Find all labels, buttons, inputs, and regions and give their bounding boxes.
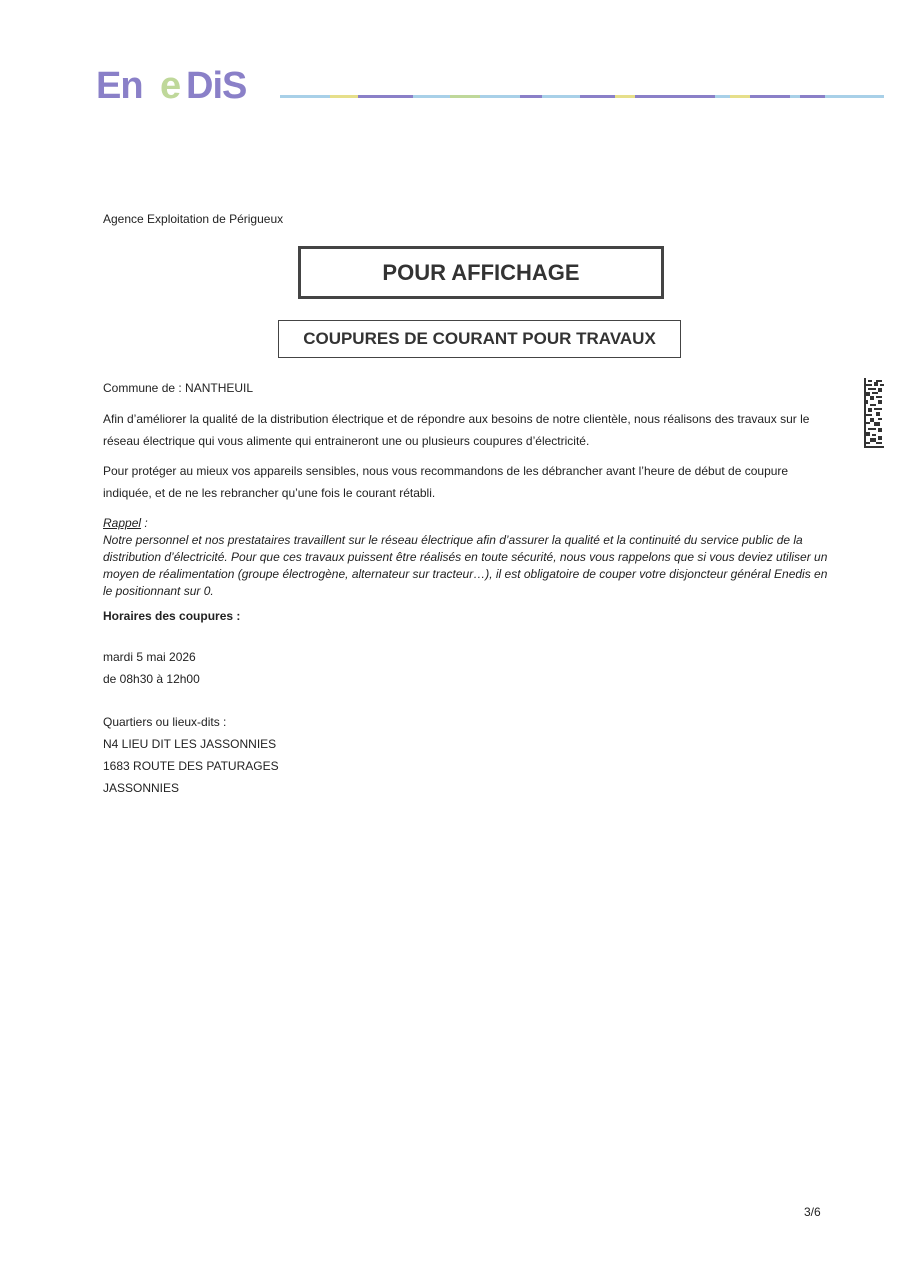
title-box: POUR AFFICHAGE: [298, 246, 664, 299]
datamatrix-code: [864, 378, 884, 448]
lieu-item: JASSONNIES: [103, 781, 180, 795]
recommendation-paragraph: Pour protéger au mieux vos appareils sensibles, nous vous recommandons de les débrancher avant l’heure de début de coupure indiquée, et de ne les rebrancher qu’une fois le courant rétabli.: [103, 464, 789, 500]
rappel-text: Notre personnel et nos prestataires travaillent sur le réseau électrique afin d’assurer la qualité et la continuité du service public de la distribution d’électricité. Pour que ces travaux puissent être réalisés en toute sécurité, nous vous rappelons que si vous deviez utiliser un moyen de réalimentation (groupe électrogène, alternateur sur tracteur…), il est obligatoire de couper votre disjoncteur général Enedis en le positionnant sur 0.: [103, 533, 828, 598]
quartiers-label: Quartiers ou lieux-dits :: [103, 715, 227, 729]
commune-line: Commune de : NANTHEUIL: [103, 381, 254, 395]
agency-name: Agence Exploitation de Périgueux: [103, 212, 284, 226]
intro-paragraph: Afin d’améliorer la qualité de la distribution électrique et de répondre aux besoins de notre clientèle, nous réalisons des travaux sur le réseau électrique qui vous alimente qui entraineront une ou plusieurs coupures d’électricité.: [103, 412, 810, 448]
subtitle-box: COUPURES DE COURANT POUR TRAVAUX: [278, 320, 681, 358]
page-number: 3/6: [804, 1205, 821, 1219]
svg-text:En: En: [96, 65, 143, 104]
rappel-colon: :: [141, 516, 148, 530]
header-divider-line: [280, 95, 884, 98]
rappel-label: Rappel: [103, 516, 142, 530]
outage-hours: de 08h30 à 12h00: [103, 672, 200, 686]
horaires-label: Horaires des coupures :: [103, 609, 241, 623]
rappel-heading: [103, 515, 833, 532]
rappel-section: [103, 515, 833, 600]
enedis-logo: [96, 64, 268, 104]
lieu-item: 1683 ROUTE DES PATURAGES: [103, 759, 279, 773]
svg-text:DiS: DiS: [186, 65, 247, 104]
lieux-list: [103, 733, 833, 799]
lieu-item: N4 LIEU DIT LES JASSONNIES: [103, 737, 277, 751]
outage-date: mardi 5 mai 2026: [103, 650, 196, 664]
svg-text:e: e: [160, 65, 182, 104]
